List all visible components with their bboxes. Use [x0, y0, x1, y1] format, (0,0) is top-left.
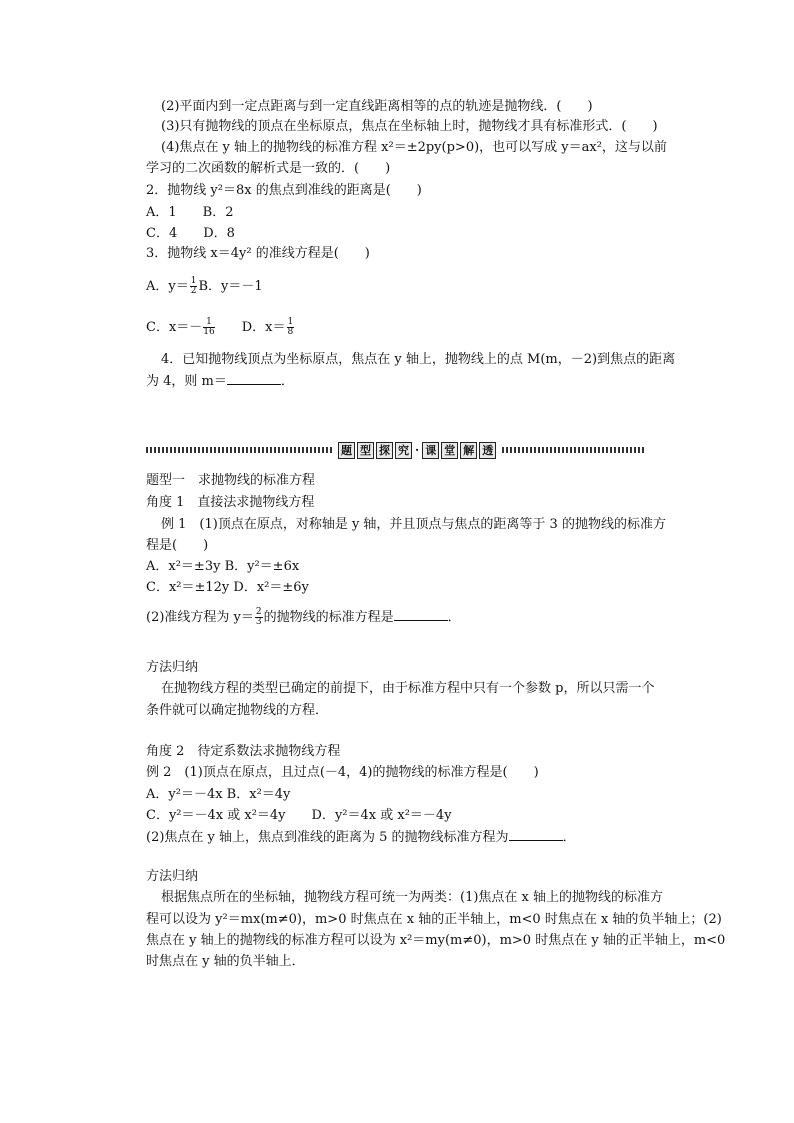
example-1-part2-text: 的抛物线的标准方程是: [263, 610, 394, 625]
example-2-options-ab: A．y²＝－4x B．x²＝4y: [146, 787, 291, 802]
example-1-line2: 程是( ): [146, 538, 209, 553]
judge-item-4-line1: (4)焦点在 y 轴上的抛物线的标准方程 x²＝±2py(p>0)，也可以写成 y＝ax²，这与以前: [161, 140, 667, 155]
fraction-numerator: 2: [255, 607, 262, 617]
example-1-options-cd: C．x²＝±12y D．x²＝±6y: [146, 580, 309, 595]
problem-4-suffix: ．: [280, 374, 294, 389]
fraction-denominator: 2: [190, 286, 197, 296]
answer-blank: [227, 372, 281, 385]
example-1-part2-prefix: (2)准线方程为 y＝: [146, 610, 254, 625]
fraction-denominator: 8: [287, 327, 294, 337]
answer-blank: [509, 828, 563, 841]
option-b: B．y＝－1: [198, 279, 263, 294]
fraction-numerator: 1: [287, 317, 294, 327]
problem-4-prefix: 为 4，则 m＝: [146, 374, 227, 389]
problem-3-options-cd: [146, 318, 295, 337]
banner-char: 探: [376, 442, 393, 459]
method-2-line4: 时焦点在 y 轴的负半轴上．: [146, 954, 305, 969]
judge-item-4-line2: 学习的二次函数的解析式是一致的．( ): [146, 161, 391, 176]
problem-2-stem: 2．抛物线 y²＝8x 的焦点到准线的距离是( ): [146, 183, 422, 198]
example-2-part2: [146, 828, 576, 847]
method-1-line1: 在抛物线方程的类型已确定的前提下，由于标准方程中只有一个参数 p，所以只需一个: [161, 681, 655, 696]
banner-dot: ·: [415, 443, 420, 457]
example-1-options-ab: A．x²＝±3y B．y²＝±6x: [146, 559, 300, 574]
fraction-one-half: [190, 277, 198, 296]
method-2-line1: 根据焦点所在的坐标轴，抛物线方程可统一为两类：(1)焦点在 x 轴上的抛物线的标准方: [161, 890, 664, 905]
method-2-line2: 程可以设为 y²＝mx(m≠0)，m>0 时焦点在 x 轴的正半轴上，m<0 时焦点在 x 轴的负半轴上；(2): [146, 912, 722, 927]
banner-char: 解: [460, 442, 477, 459]
banner-char: 堂: [441, 442, 458, 459]
answer-blank: [394, 608, 448, 621]
fraction-denominator: 3: [255, 617, 262, 627]
judge-item-3: (3)只有抛物线的顶点在坐标原点，焦点在坐标轴上时，抛物线才具有标准形式．( ): [161, 119, 658, 134]
example-2-part2-text: (2)焦点在 y 轴上，焦点到准线的距离为 5 的抛物线标准方程为: [146, 830, 509, 845]
banner-hatch-left: [146, 447, 334, 453]
banner-hatch-right: [502, 447, 646, 453]
option-c-prefix: C．x＝－: [146, 320, 203, 335]
banner-char: 型: [357, 442, 374, 459]
method-2-title: 方法归纳: [146, 869, 199, 884]
problem-4-line2: [146, 372, 294, 391]
example-2-options-cd: C．y²＝－4x 或 x²＝4y D．y²＝4x 或 x²＝－4y: [146, 808, 452, 823]
method-1-line2: 条件就可以确定抛物线的方程．: [146, 703, 329, 718]
method-2-line3: 焦点在 y 轴上的抛物线的标准方程可以设为 x²＝my(m≠0)，m>0 时焦点在 y 轴的正半轴上，m<0: [146, 933, 726, 948]
section-title: 题型一 求抛物线的标准方程: [146, 473, 316, 488]
problem-4-line1: 4．已知抛物线顶点为坐标原点，焦点在 y 轴上，抛物线上的点 M(m，－2)到焦点的距离: [161, 352, 676, 367]
fraction-numerator: 1: [203, 318, 214, 328]
fraction-denominator: 16: [203, 327, 215, 337]
example-2-line1: 例 2 (1)顶点在原点，且过点(－4，4)的抛物线的标准方程是( ): [146, 765, 539, 780]
option-a-prefix: A．y＝: [146, 279, 189, 294]
fraction-two-thirds: [255, 608, 263, 627]
example-2-part2-end: ．: [562, 830, 576, 845]
example-1-line1: 例 1 (1)顶点在原点，对称轴是 y 轴，并且顶点与焦点的距离等于 3 的抛物线的标准方: [161, 517, 666, 532]
example-1-part2-end: ．: [447, 610, 461, 625]
banner-char: 透: [479, 442, 496, 459]
option-d-prefix: D．x＝: [215, 320, 286, 335]
angle-1-heading: 角度 1 直接法求抛物线方程: [146, 495, 315, 510]
problem-2-options-ab: A．1 B．2: [146, 205, 234, 220]
section-banner: [146, 441, 646, 461]
judge-item-2: (2)平面内到一定点距离与到一定直线距离相等的点的轨迹是抛物线．( ): [161, 99, 593, 114]
fraction-numerator: 1: [190, 276, 197, 286]
example-1-part2: [146, 608, 461, 627]
method-1-title: 方法归纳: [146, 660, 199, 675]
fraction-one-sixteenth: [203, 318, 214, 337]
angle-2-heading: 角度 2 待定系数法求抛物线方程: [146, 744, 341, 759]
fraction-one-eighth: [287, 318, 295, 337]
problem-3-stem: 3．抛物线 x＝4y² 的准线方程是( ): [146, 246, 370, 261]
banner-char: 课: [422, 442, 439, 459]
banner-char: 究: [395, 442, 412, 459]
problem-3-options-ab: [146, 277, 263, 296]
banner-label: [338, 441, 496, 459]
banner-char: 题: [338, 442, 355, 459]
problem-2-options-cd: C．4 D．8: [146, 226, 235, 241]
